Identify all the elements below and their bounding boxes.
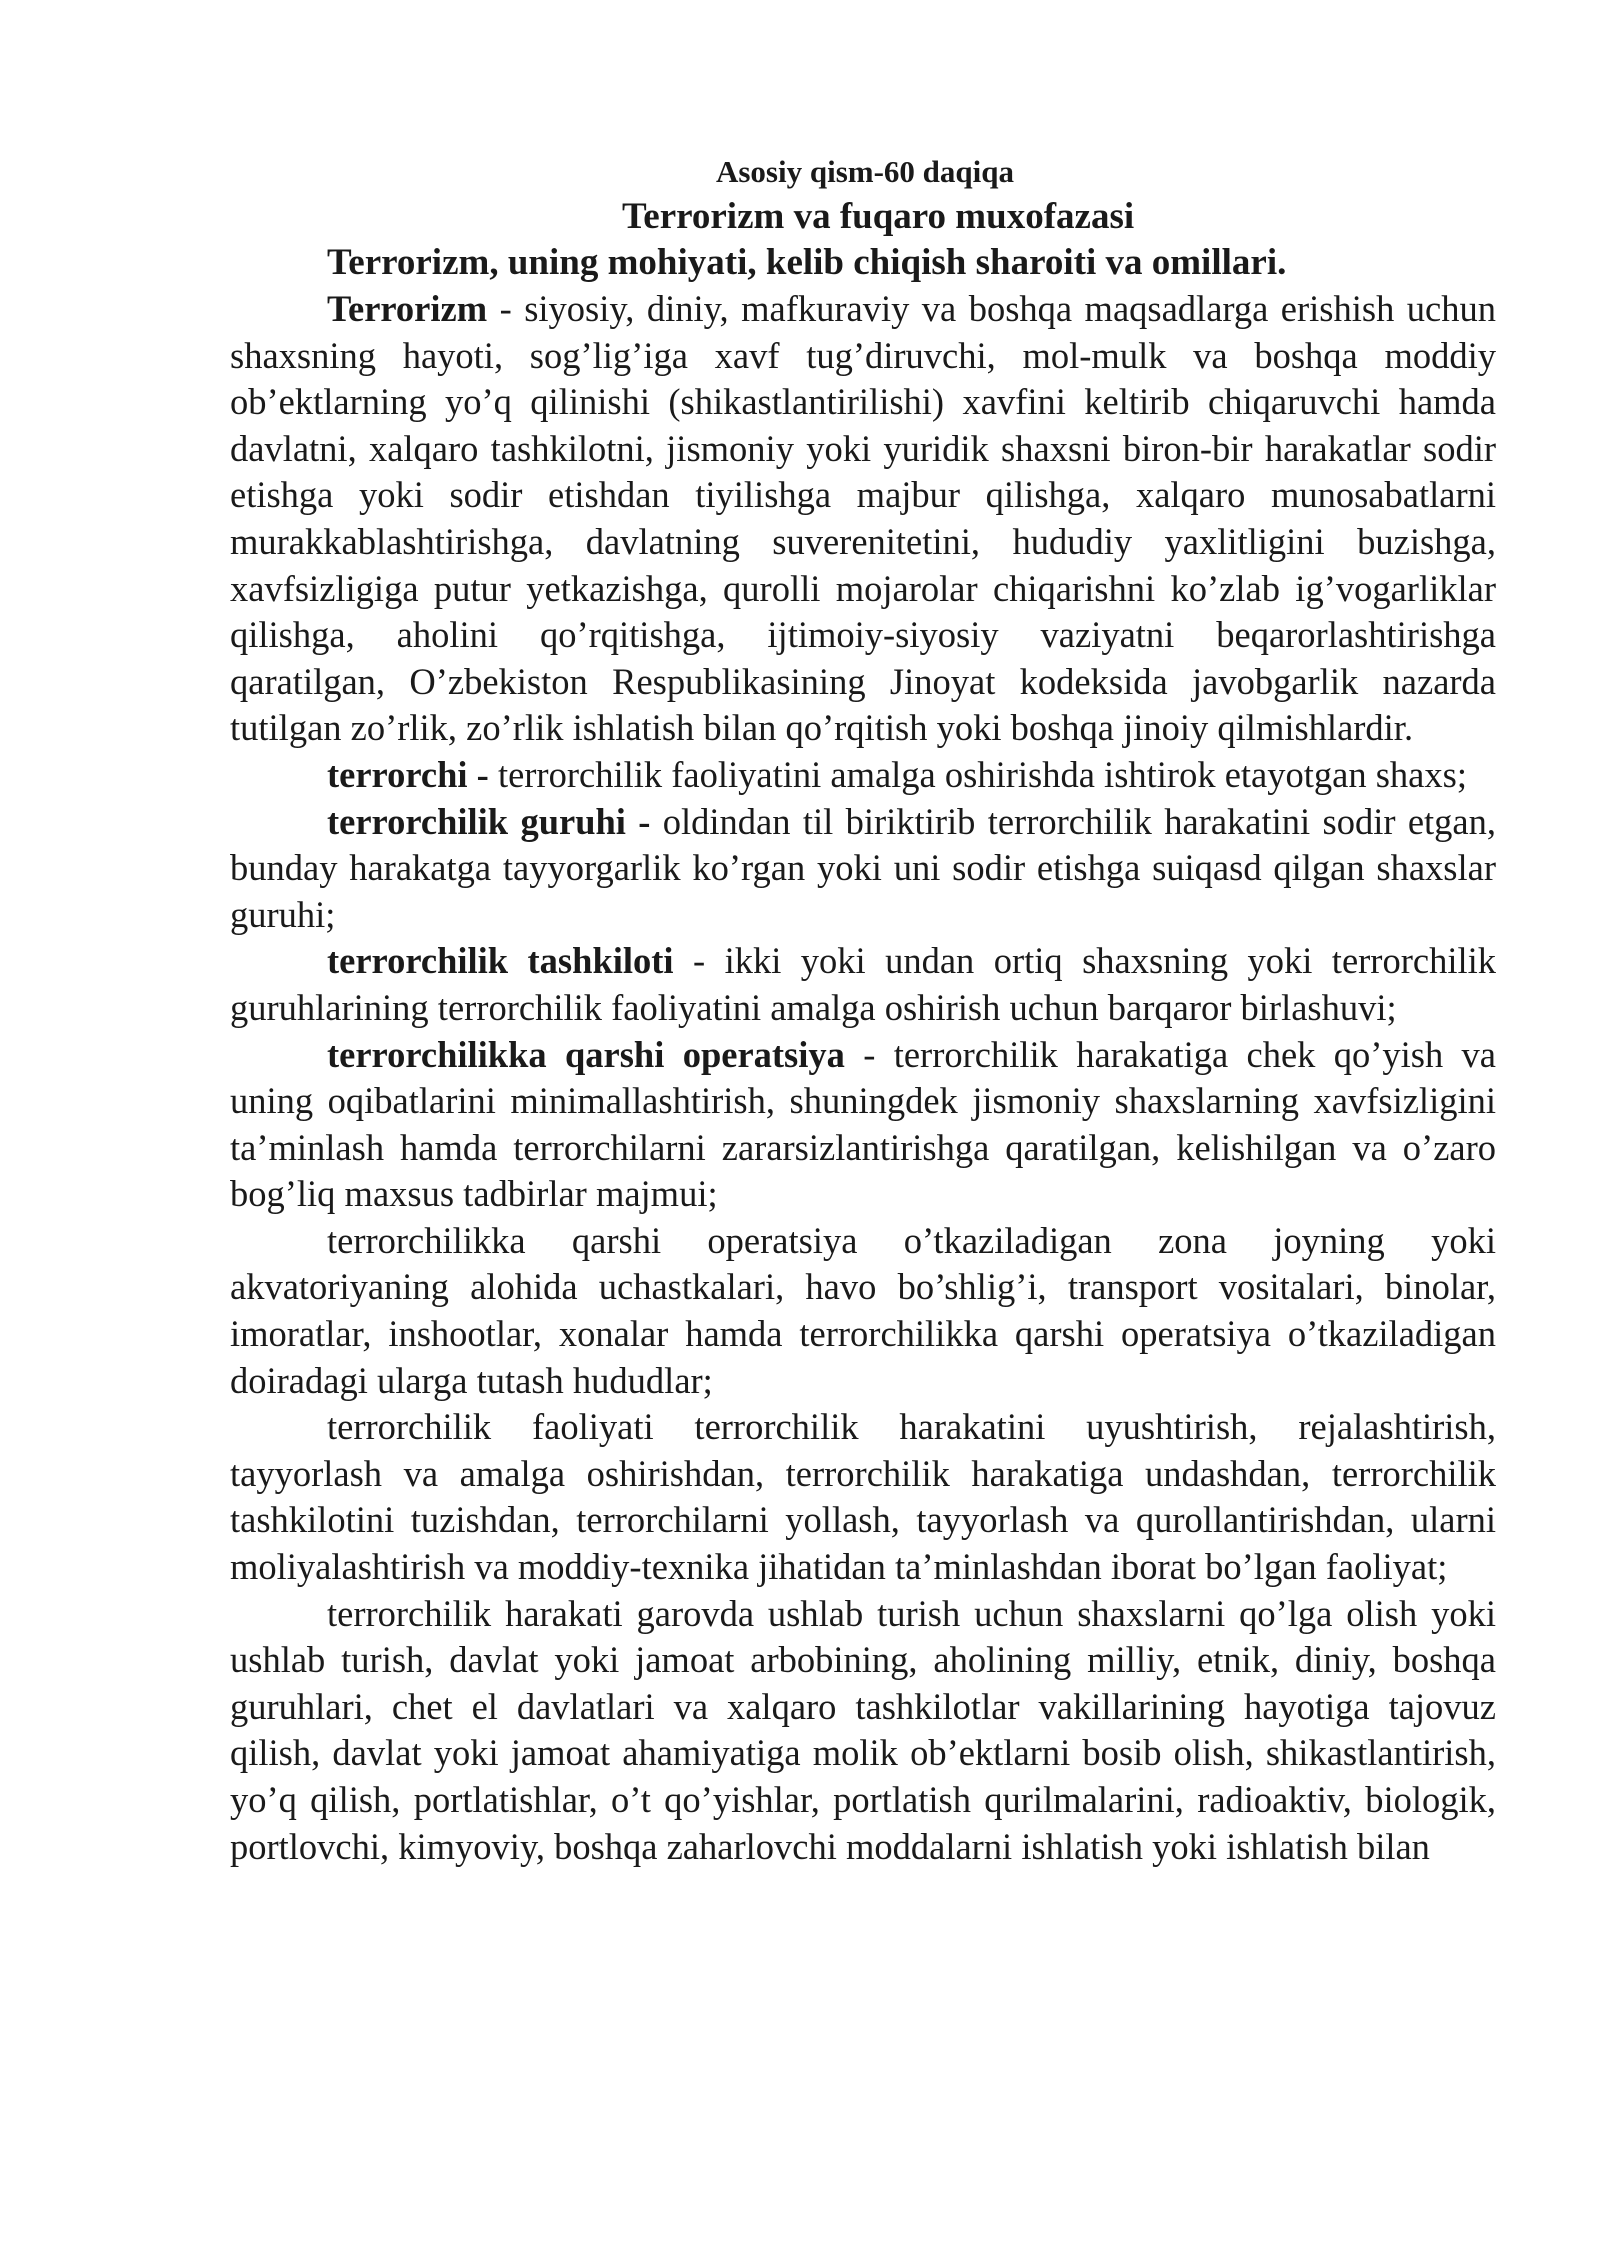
- term-terrorchilik-tashkiloti: terrorchilik tashkiloti: [327, 940, 674, 982]
- paragraph-terrorizm: [230, 286, 1496, 752]
- paragraph-terrorchilik-guruhi: [230, 799, 1496, 939]
- document-page: [230, 150, 1496, 1870]
- time-note: Asosiy qism-60 daqiqa: [715, 154, 1015, 189]
- definition-terrorchi: terrorchilik faoliyatini amalga oshirishda ishtirok etayotgan shaxs;: [488, 753, 1467, 795]
- section-heading: Terrorizm, uning mohiyati, kelib chiqish sharoiti va omillari.: [327, 242, 1287, 283]
- paragraph-terrorchilikka-qarshi-operatsiya: [230, 1032, 1496, 1218]
- paragraph-terrorchilik-faoliyati: terrorchilik faoliyati terrorchilik harakatini uyushtirish, rejalashtirish, tayyorlash va amalga oshirishdan, terrorchilik harakatiga undashdan, terrorchilik tashkilotini tuzishdan, terrorchilarni yollash, tayyorlash va qurollantirishdan, ularni moliyalashtirish va moddiy-texnika jihatidan ta’minlashdan iborat bo’lgan faoliyat;: [230, 1406, 1496, 1588]
- paragraph-terrorchilik-tashkiloti: [230, 938, 1496, 1031]
- definition-terrorchilikka-qarshi-operatsiya: - terrorchilik harakatiga chek qo’yish va uning oqibatlarini minimallashtirish, shuningdek jismoniy shaxslarning xavfsizligini ta’minlash hamda terrorchilarni zararsizlantirishga qaratilgan, kelishilgan va o’zaro bog’liq maxsus tadbirlar majmui;: [230, 1033, 1496, 1215]
- definition-terrorchilik-tashkiloti: - ikki yoki undan ortiq shaxsning yoki terrorchilik guruhlarining terrorchilik faoliyatini amalga oshirish uchun barqaror birlashuvi;: [230, 940, 1496, 1028]
- paragraph-terrorchilik-harakati: terrorchilik harakati garovda ushlab turish uchun shaxslarni qo’lga olish yoki ushlab turish, davlat yoki jamoat arbobining, aholining milliy, etnik, diniy, boshqa guruhlari, chet el davlatlari va xalqaro tashkilotlar vakillarining hayotiga tajovuz qilish, davlat yoki jamoat ahamiyatiga molik ob’ektlarni bosib olish, shikastlantirish, yo’q qilish, portlatishlar, o’t qo’yishlar, portlatish qurilmalarini, radioaktiv, biologik, portlovchi, kimyoviy, boshqa zaharlovchi moddalarni ishlatish yoki ishlatish bilan: [230, 1592, 1496, 1867]
- definition-terrorizm: - siyosiy, diniy, mafkuraviy va boshqa maqsadlarga erishish uchun shaxsning hayoti, sog’lig’iga xavf tug’diruvchi, mol-mulk va boshqa moddiy ob’ektlarning yo’q qilinishi (shikastlantirilishi) xavfini keltirib chiqaruvchi hamda davlatni, xalqaro tashkilotni, jismoniy yoki yuridik shaxsni biron-bir harakatlar sodir etishga yoki sodir etishdan tiyilishga majbur qilishga, xalqaro munosabatlarni murakkablashtirishga, davlatning suverenitetini, hududiy yaxlitligini buzishga, xavfsizligiga putur yetkazishga, qurolli mojarolar chiqarishni ko’zlab ig’vogarliklar qilishga, aholini qo’rqitishga, ijtimoiy-siyosiy vaziyatni beqarorlashtirishga qaratilgan, O’zbekiston Respublikasining Jinoyat kodeksida javobgarlik nazarda tutilgan zo’rlik, zo’rlik ishlatish bilan qo’rqitish yoki boshqa jinoiy qilmishlardir.: [230, 288, 1496, 749]
- term-terrorchilikka-qarshi-operatsiya: terrorchilikka qarshi operatsiya: [327, 1033, 845, 1075]
- term-terrorizm: Terrorizm: [327, 288, 488, 329]
- term-terrorchi: terrorchi -: [327, 753, 489, 795]
- paragraph-terrorchi: [230, 752, 1496, 799]
- definition-terrorchilik-guruhi: oldindan til biriktirib terrorchilik harakatini sodir etgan, bunday harakatga tayyorgarlik ko’rgan yoki uni sodir etishga suiqasd qilgan shaxslar guruhi;: [230, 800, 1496, 935]
- paragraph-operatsiya-zonasi: terrorchilikka qarshi operatsiya o’tkaziladigan zona joyning yoki akvatoriyaning alohida uchastkalari, havo bo’shlig’i, transport vositalari, binolar, imoratlar, inshootlar, xonalar hamda terrorchilikka qarshi operatsiya o’tkaziladigan doiradagi ularga tutash hududlar;: [230, 1219, 1496, 1401]
- document-title: Terrorizm va fuqaro muxofazasi: [622, 196, 1135, 237]
- term-terrorchilik-guruhi: terrorchilik guruhi -: [327, 800, 651, 842]
